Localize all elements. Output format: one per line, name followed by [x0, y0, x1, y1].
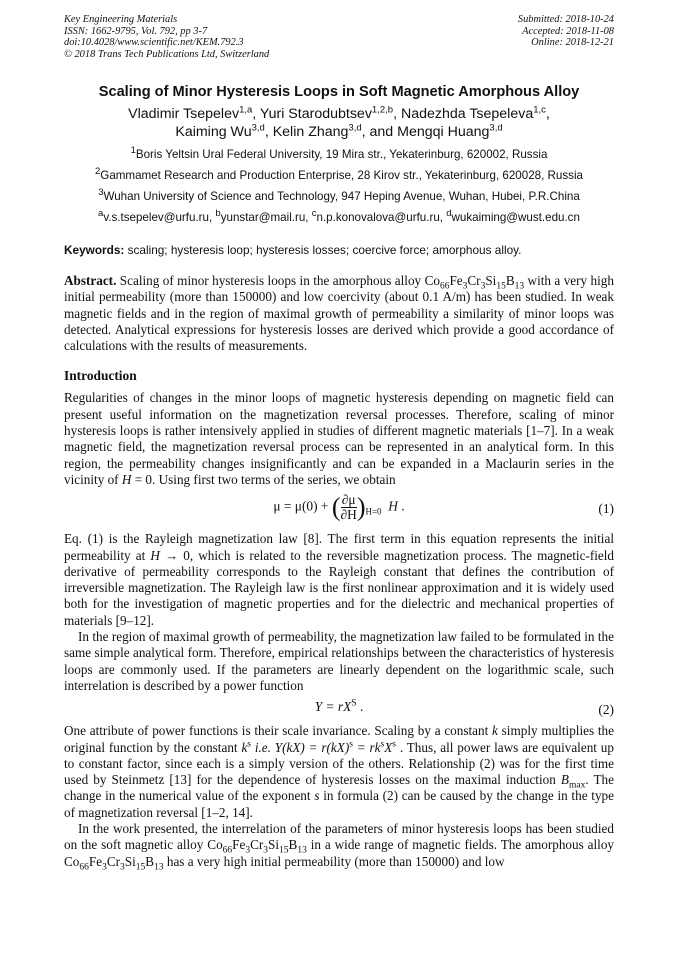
email-list	[64, 208, 614, 225]
doi-line: doi:10.4028/www.scientific.net/KEM.792.3	[64, 37, 244, 49]
author-affil-sup: 3,d	[489, 121, 503, 133]
keywords-text: scaling; hysteresis loop; hysteresis losses; coercive force; amorphous alloy.	[124, 243, 522, 257]
email-link[interactable]: n.p.konovalova@urfu.ru,	[316, 211, 447, 224]
author-affil-sup: 1,2,b	[371, 104, 394, 116]
affiliation-number: 1	[130, 145, 136, 157]
author-name: Kaiming Wu	[175, 123, 252, 140]
email-sup: c	[311, 208, 317, 220]
equation-2-expression: $Y = rX^S$ .	[314, 698, 364, 715]
intro-paragraph-1: Regularities of changes in the minor loops of magnetic hysteresis depending on magnetic field can present useful information on the magnetization reversal processes. Therefore, scaling of minor hysteresis loops is rather intensively applied in studies of different magnetic materials [1–7]. In a weak magnetic field, the magnetization reversal process can be represented in an analytical form. In this region, the permeability changes insignificantly and can be expanded in a Maclaurin series in the vicinity of H = 0. Using first two terms of the series, we obtain	[64, 390, 614, 487]
intro-paragraph-4: One attribute of power functions is their scale invariance. Scaling by a constant k simply multiplies the original function by the constant $k^s$ i.e. $Y(kX) = r(kX)^s = rk^sX^s$ . Thus, all power laws are equivalent up to constant factor, since each is a simply version of the others. Relationship (2) was for the first time used by Steinmetz [13] for the dependence of hysteresis losses on the maximal induction $B_{max}$. The change in the numerical value of the exponent s in formula (2) can be caused by the change in the type of magnetization reversal [1–2, 14].	[64, 723, 614, 820]
intro-paragraph-5: In the work presented, the interrelation of the parameters of minor hysteresis loops has been studied on the soft magnetic alloy $Co_{66}Fe_3Cr_3Si_{15}B_{13}$ in a wide range of magnetic fields. The amorphous alloy $Co_{66}Fe_3Cr_3Si_{15}B_{13}$ has a very high initial permeability (more than 150000) and low	[64, 821, 615, 873]
author-affil-sup: 3,d	[348, 121, 362, 133]
affiliation-number: 3	[98, 187, 104, 199]
email-sup: d	[446, 208, 452, 220]
author-affil-sup: 3,d	[251, 121, 265, 133]
equation-1	[64, 493, 614, 529]
keywords-label: Keywords:	[64, 243, 125, 257]
author-sep: ,	[393, 106, 401, 122]
equation-2-number: (2)	[598, 702, 614, 718]
header-right	[518, 14, 614, 49]
equation-1-number: (1)	[598, 501, 614, 517]
author-name: Vladimir Tsepelev	[128, 106, 240, 122]
affiliation	[64, 145, 614, 162]
email-sup: a	[98, 208, 104, 220]
author-name: Kelin Zhang	[272, 123, 349, 140]
email-link[interactable]: wukaiming@wust.edu.cn	[451, 211, 580, 224]
copyright-line: © 2018 Trans Tech Publications Ltd, Switzerland	[64, 48, 270, 60]
author-sep: ,	[264, 123, 273, 140]
header-left	[64, 14, 269, 60]
equation-1-expression: μ = μ(0) + ( $\frac{\partial\mu}{\partial H}$ )$_{H=0}$ H .	[273, 492, 405, 523]
affiliation-number: 2	[95, 166, 101, 178]
author-name: Yuri Starodubtsev	[259, 106, 372, 122]
issn-line: ISSN: 1662-9795, Vol. 792, pp 3-7	[64, 25, 208, 37]
affiliation	[64, 187, 614, 204]
author-list: Vladimir Tsepelev$^{1,a}$, Yuri Starodubtsev$^{1,2,b}$, Nadezhda Tsepeleva$^{1,c}$, Kaiming Wu$^{3,d}$, Kelin Zhang$^{3,d}$, and Mengqi Huang$^{3,d}$	[128, 104, 550, 140]
abstract-label: Abstract.	[64, 273, 117, 288]
paper-title: Scaling of Minor Hysteresis Loops in Soft Magnetic Amorphous Alloy	[98, 84, 580, 100]
affiliation-text: Gammamet Research and Production Enterprise, 28 Kirov str., Yekaterinburg, 620028, Russia	[100, 169, 583, 182]
email-sup: b	[215, 208, 221, 220]
author-affil-sup: 1,c	[533, 104, 546, 116]
journal-header	[64, 14, 614, 64]
email-link[interactable]: yunstar@mail.ru,	[220, 211, 312, 224]
author-name: Mengqi Huang	[397, 123, 490, 140]
author-name: Nadezhda Tsepeleva	[400, 106, 534, 122]
submitted-date: Submitted: 2018-10-24	[517, 14, 614, 25]
accepted-date: Accepted: 2018-11-08	[522, 25, 614, 37]
journal-name: Key Engineering Materials	[64, 14, 178, 25]
affiliation	[64, 166, 614, 183]
abstract: Abstract. Scaling of minor hysteresis loops in the amorphous alloy $Co_{66}Fe_3Cr_3Si_{15}B_{13}$ with a very high initial permeability (more than 150000) and low coercivity (about 0.1 A/m) has been studied. In weak magnetic fields and in the region of maximal growth of permeability a similarity of minor loops was detected. Analytical expressions for hysteresis losses are derived which provide a good accordance of calculations with the results of measurements.	[64, 273, 614, 354]
affiliation-text: Wuhan University of Science and Technology, 947 Heping Avenue, Wuhan, Hubei, P.R.China	[103, 190, 580, 203]
keywords	[64, 243, 614, 257]
equation-2	[64, 699, 614, 721]
author-sep: , and	[361, 123, 398, 140]
author-sep: ,	[252, 106, 260, 122]
email-link[interactable]: v.s.tsepelev@urfu.ru,	[103, 211, 216, 224]
intro-paragraph-3: In the region of maximal growth of permeability, the magnetization law failed to be formulated in the same simple analytical form. Therefore, empirical relationships between the characteristics of hysteresis loops are commonly used. If the parameters are linearly dependent on the logarithmic scale, such interrelation is described by a power function	[64, 629, 614, 693]
paper-page	[64, 14, 615, 873]
affiliation-text: Boris Yeltsin Ural Federal University, 19 Mira str., Yekaterinburg, 620002, Russia	[135, 148, 548, 161]
intro-paragraph-2: Eq. (1) is the Rayleigh magnetization law [8]. The first term in this equation represents the initial permeability at H → 0, which is related to the reversible magnetization process. The magnetic-field derivative of permeability corresponds to the Rayleigh constant that defines the contribution of irreversible magnetization. The Rayleigh law is the first nonlinear approximation and it is widely used both for the investigation of magnetic properties and for the dielectric and mechanical properties of materials [9–12].	[64, 531, 614, 628]
author-affil-sup: 1,a	[239, 104, 253, 116]
section-heading-introduction: Introduction	[64, 368, 137, 384]
online-date: Online: 2018-12-21	[531, 37, 614, 49]
